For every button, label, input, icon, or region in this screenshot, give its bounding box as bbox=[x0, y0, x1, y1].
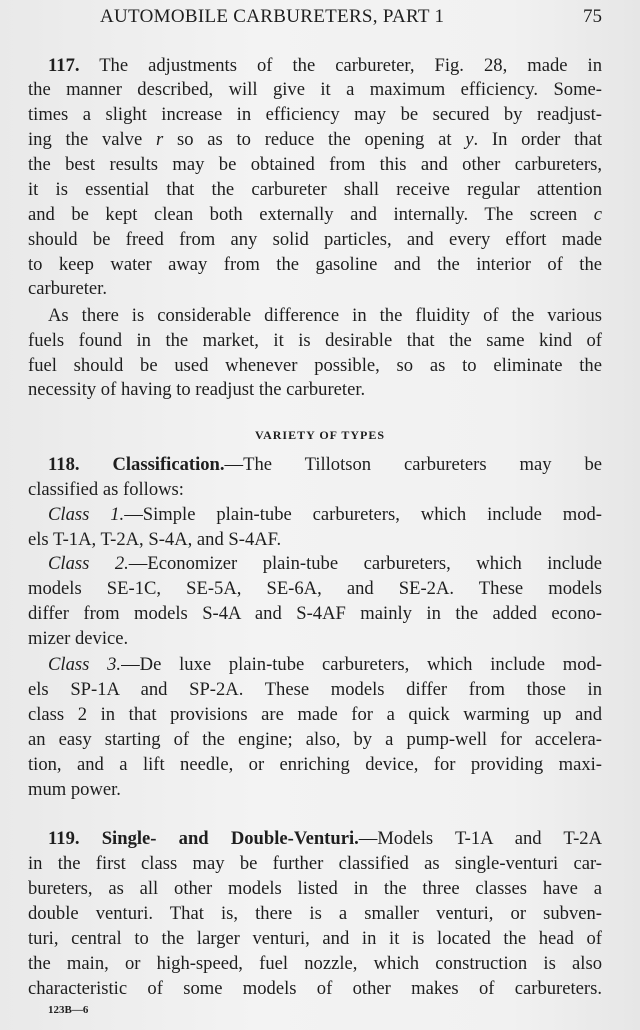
text-line bbox=[28, 577, 602, 601]
text-run: fuel should be used whenever possible, so as to eliminate the bbox=[28, 355, 602, 376]
text-run: turi, central to the larger venturi, and in it is located the head of bbox=[28, 928, 602, 949]
text-line bbox=[28, 354, 602, 378]
text-line bbox=[28, 528, 602, 552]
text-run: —Simple plain-tube carbureters, which include mod- bbox=[124, 504, 602, 525]
text-run: in the first class may be further classified as single-venturi car- bbox=[28, 853, 602, 874]
printer-signature: 123B—6 bbox=[48, 1004, 89, 1016]
italic-text: Class 1. bbox=[48, 504, 125, 525]
text-line bbox=[28, 153, 602, 177]
text-line bbox=[28, 602, 602, 626]
text-line bbox=[48, 453, 602, 477]
text-line bbox=[28, 378, 602, 402]
text-line bbox=[28, 178, 602, 202]
bold-text: 118. bbox=[48, 454, 80, 475]
text-run: to keep water away from the gasoline and the interior of the bbox=[28, 254, 602, 275]
text-run bbox=[80, 828, 102, 849]
text-run: . In order that bbox=[473, 129, 602, 150]
text-run: the main, or high-speed, fuel nozzle, which construction is also bbox=[28, 953, 602, 974]
text-line bbox=[28, 778, 602, 802]
text-line bbox=[48, 552, 602, 576]
text-run: the manner described, will give it a maximum efficiency. Some- bbox=[28, 79, 602, 100]
text-run: models SE-1C, SE-5A, SE-6A, and SE-2A. These models bbox=[28, 578, 602, 599]
text-run: —De luxe plain-tube carbureters, which include mod- bbox=[121, 654, 602, 675]
text-run: tion, and a lift needle, or enriching device, for providing maxi- bbox=[28, 754, 602, 775]
text-run: bureters, as all other models listed in the three classes have a bbox=[28, 878, 602, 899]
text-line bbox=[48, 304, 602, 328]
text-line bbox=[28, 678, 602, 702]
text-line bbox=[28, 277, 602, 301]
bold-text: Classification. bbox=[112, 454, 225, 475]
text-line bbox=[28, 977, 602, 1001]
italic-text: r bbox=[155, 129, 164, 150]
text-run: an easy starting of the engine; also, by a pump-well for accelera- bbox=[28, 729, 602, 750]
text-line bbox=[28, 753, 602, 777]
text-run: so as to reduce the opening at bbox=[163, 129, 466, 150]
text-line bbox=[28, 329, 602, 353]
text-run: mum power. bbox=[28, 779, 121, 800]
text-line bbox=[28, 902, 602, 926]
text-line bbox=[48, 653, 602, 677]
bold-text: 119. bbox=[48, 828, 80, 849]
text-run: and be kept clean both externally and internally. The screen bbox=[28, 204, 594, 225]
text-line bbox=[28, 852, 602, 876]
bold-text: Single- and Double-Venturi. bbox=[101, 828, 359, 849]
italic-text: c bbox=[593, 204, 602, 225]
text-run: As there is considerable difference in the fluidity of the various bbox=[48, 305, 602, 326]
text-run: mizer device. bbox=[28, 628, 129, 649]
text-line bbox=[28, 103, 602, 127]
text-run: classified as follows: bbox=[28, 479, 184, 500]
text-line bbox=[28, 228, 602, 252]
italic-text: Class 2. bbox=[48, 553, 129, 574]
italic-text: y bbox=[465, 129, 474, 150]
text-run: characteristic of some models of other makes of carbureters. bbox=[28, 978, 602, 999]
bold-text: 117. bbox=[48, 55, 80, 76]
text-line bbox=[48, 54, 602, 78]
text-line bbox=[48, 503, 602, 527]
text-run: —The Tillotson carbureters may be bbox=[224, 454, 602, 475]
text-run: The adjustments of the carbureter, Fig. 28, made in bbox=[79, 55, 602, 76]
text-line bbox=[28, 627, 602, 651]
text-line bbox=[28, 927, 602, 951]
text-run: els T-1A, T-2A, S-4A, and S-4AF. bbox=[28, 529, 282, 550]
text-run: —Models T-1A and T-2A bbox=[358, 828, 602, 849]
text-line bbox=[28, 478, 602, 502]
text-line bbox=[28, 877, 602, 901]
section-subheading: VARIETY OF TYPES bbox=[254, 428, 386, 442]
text-run: times a slight increase in efficiency may be secured by readjust- bbox=[28, 104, 602, 125]
running-header: AUTOMOBILE CARBURETERS, PART 1 bbox=[100, 6, 445, 27]
text-run: carbureter. bbox=[28, 278, 107, 299]
text-line bbox=[28, 253, 602, 277]
text-line bbox=[48, 827, 602, 851]
text-line bbox=[28, 128, 602, 152]
text-line bbox=[28, 203, 602, 227]
text-run: it is essential that the carbureter shall receive regular attention bbox=[28, 179, 602, 200]
text-line bbox=[28, 78, 602, 102]
text-run: class 2 in that provisions are made for a quick warming up and bbox=[28, 704, 602, 725]
italic-text: Class 3. bbox=[48, 654, 122, 675]
text-run: the best results may be obtained from this and other carbureters, bbox=[28, 154, 602, 175]
text-run: fuels found in the market, it is desirable that the same kind of bbox=[28, 330, 602, 351]
text-run: ing the valve bbox=[28, 129, 156, 150]
text-run: should be freed from any solid particles, and every effort made bbox=[28, 229, 602, 250]
text-run: double venturi. That is, there is a smaller venturi, or subven- bbox=[28, 903, 602, 924]
text-line bbox=[28, 728, 602, 752]
page-number: 75 bbox=[583, 6, 602, 27]
text-line bbox=[28, 703, 602, 727]
text-run: differ from models S-4A and S-4AF mainly in the added econo- bbox=[28, 603, 602, 624]
text-run: necessity of having to readjust the carbureter. bbox=[28, 379, 366, 400]
text-line bbox=[28, 952, 602, 976]
text-run bbox=[80, 454, 113, 475]
text-run: els SP-1A and SP-2A. These models differ from those in bbox=[28, 679, 602, 700]
text-run: —Economizer plain-tube carbureters, which include bbox=[128, 553, 602, 574]
